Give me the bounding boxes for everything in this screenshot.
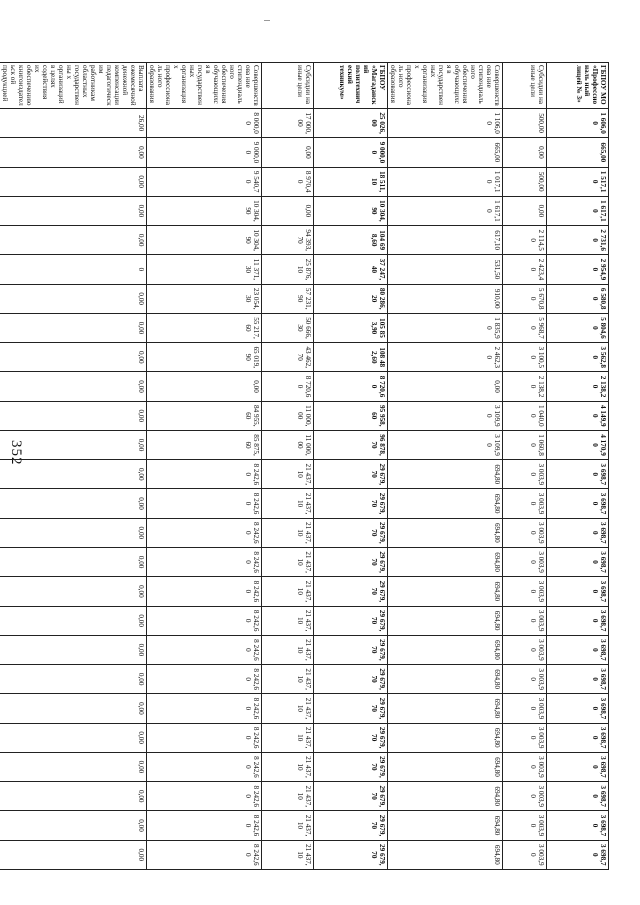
table-cell: 0: [0, 255, 147, 284]
table-cell: 21 437,10: [262, 547, 314, 576]
table-cell: 8 242,60: [147, 665, 262, 694]
table-cell: 3 003,90: [503, 694, 547, 723]
table-cell: 694,80: [388, 635, 503, 664]
table-cell: 29 679,70: [314, 518, 388, 547]
table-cell: 531,50: [388, 255, 503, 284]
table-cell: 29 679,70: [314, 547, 388, 576]
table-cell: 694,80: [388, 694, 503, 723]
table-cell: 694,80: [388, 782, 503, 811]
table-cell: 8 242,60: [147, 547, 262, 576]
table-row: [314, 63, 388, 870]
table-cell: 694,80: [388, 840, 503, 869]
table-cell: 0,00: [503, 138, 547, 167]
table-cell: 84 955,60: [147, 401, 262, 430]
table-cell: 1 106,00: [388, 108, 503, 137]
table-cell: 1 617,10: [547, 196, 609, 225]
table-cell: 3 100,50: [503, 343, 547, 372]
table-cell: 8 242,60: [147, 752, 262, 781]
table-row: [388, 63, 503, 870]
table-cell: 3 003,90: [503, 489, 547, 518]
table-cell: 29 679,70: [314, 460, 388, 489]
table-cell: 3 698,70: [547, 811, 609, 840]
table-cell: 95 958,60: [314, 401, 388, 430]
table-cell: 8 720,60: [314, 372, 388, 401]
table-cell: 1 835,90: [388, 313, 503, 342]
scan-mark: [264, 20, 270, 21]
table-cell: 29 679,70: [314, 694, 388, 723]
table-cell: 0,00: [262, 196, 314, 225]
table-cell: 2 462,30: [388, 343, 503, 372]
table-cell: 5 670,80: [503, 284, 547, 313]
table-cell: 29 679,70: [314, 665, 388, 694]
budget-table: [0, 62, 609, 870]
table-cell: 694,80: [388, 665, 503, 694]
page-number: 352: [8, 440, 24, 466]
table-cell: 25 026,00: [314, 108, 388, 137]
table-cell: 0,00: [0, 665, 147, 694]
table-cell: 1 040,00: [503, 401, 547, 430]
table-cell: 3 698,70: [547, 752, 609, 781]
table-row: [547, 63, 609, 870]
table-cell: 29 679,70: [314, 782, 388, 811]
table-cell: 11 371,30: [147, 255, 262, 284]
table-cell: 8 242,60: [147, 811, 262, 840]
table-cell: 4 149,90: [547, 401, 609, 430]
table-cell: 29 679,70: [314, 840, 388, 869]
table-cell: 9 000,00: [314, 138, 388, 167]
table-cell: 2 114,50: [503, 226, 547, 255]
table-cell: 3 698,70: [547, 577, 609, 606]
table-cell: 10 304,90: [147, 226, 262, 255]
table-cell: 4 170,90: [547, 430, 609, 459]
table-cell: 3 698,70: [547, 635, 609, 664]
table-cell: 55 217,60: [147, 313, 262, 342]
table-cell: 0,00: [0, 430, 147, 459]
table-cell: 694,80: [388, 460, 503, 489]
table-cell: 1 060,80: [503, 430, 547, 459]
table-cell: 65 019,90: [147, 343, 262, 372]
table-cell: 25 876,10: [262, 255, 314, 284]
table-cell: 3 003,90: [503, 811, 547, 840]
table-cell: 3 698,70: [547, 518, 609, 547]
table-cell: 8 000,00: [147, 108, 262, 137]
table-cell: 0,00: [0, 489, 147, 518]
table-cell: 0,00: [0, 372, 147, 401]
table-cell: 0,00: [0, 343, 147, 372]
row-label: ГБПОУ «Магаданский политехнический техникум»: [314, 63, 388, 109]
table-cell: 10 304,90: [314, 196, 388, 225]
table-cell: 8 242,60: [147, 460, 262, 489]
table-cell: 26,00: [0, 108, 147, 137]
table-cell: 85 875,60: [147, 430, 262, 459]
table-cell: 21 437,10: [262, 782, 314, 811]
table-cell: 2 138,20: [503, 372, 547, 401]
table-row: [0, 63, 147, 870]
table-cell: 8 242,60: [147, 782, 262, 811]
table-cell: 9 000,00: [147, 138, 262, 167]
table-cell: 3 003,90: [503, 518, 547, 547]
table-cell: 29 679,70: [314, 489, 388, 518]
table-cell: 50 666,30: [262, 313, 314, 342]
table-cell: 694,80: [388, 606, 503, 635]
table-row: [147, 63, 262, 870]
table-cell: 3 562,80: [547, 343, 609, 372]
table-body: [0, 63, 609, 870]
table-cell: 8 242,60: [147, 723, 262, 752]
row-label: Совершенствова ние стипендиального обеспечения обучающихся в государственных организациях профессиональ ного образования: [147, 63, 262, 109]
table-cell: 500,00: [503, 167, 547, 196]
table-cell: 21 437,10: [262, 840, 314, 869]
row-label: Субсидии на иные цели: [262, 63, 314, 109]
table-cell: 3 003,90: [503, 460, 547, 489]
table-cell: 3 003,90: [503, 606, 547, 635]
table-cell: 0,00: [388, 372, 503, 401]
table-cell: 21 437,10: [262, 723, 314, 752]
table-cell: 8 242,60: [147, 489, 262, 518]
table-cell: 0,00: [0, 401, 147, 430]
table-cell: 694,80: [388, 547, 503, 576]
table-cell: 3 698,70: [547, 547, 609, 576]
table-cell: 8 242,60: [147, 635, 262, 664]
table-cell: 5 968,70: [503, 313, 547, 342]
table-cell: 96 878,70: [314, 430, 388, 459]
table-cell: 2 423,40: [503, 255, 547, 284]
table-cell: 3 003,90: [503, 840, 547, 869]
table-cell: 8 970,40: [262, 167, 314, 196]
table-cell: 694,80: [388, 752, 503, 781]
table-cell: 694,80: [388, 518, 503, 547]
table-cell: 617,10: [388, 226, 503, 255]
table-row: [503, 63, 547, 870]
table-cell: 80 286,20: [314, 284, 388, 313]
table-cell: 21 437,10: [262, 665, 314, 694]
table-cell: 0,00: [0, 694, 147, 723]
table-cell: 2 138,20: [547, 372, 609, 401]
table-cell: 43 462,70: [262, 343, 314, 372]
table-cell: 0,00: [0, 811, 147, 840]
table-cell: 694,80: [388, 811, 503, 840]
table-cell: 694,80: [388, 489, 503, 518]
table-cell: 21 437,10: [262, 811, 314, 840]
table-cell: 1 517,10: [547, 167, 609, 196]
table-cell: 21 437,10: [262, 577, 314, 606]
table-cell: 8 242,60: [147, 577, 262, 606]
table-cell: 3 003,90: [503, 752, 547, 781]
table-cell: 3 698,70: [547, 606, 609, 635]
table-cell: 108 482,60: [314, 343, 388, 372]
table-cell: 1 017,10: [388, 167, 503, 196]
table-cell: 3 003,90: [503, 635, 547, 664]
table-cell: 9 540,70: [147, 167, 262, 196]
table-cell: 21 437,10: [262, 606, 314, 635]
table-cell: 0,00: [0, 547, 147, 576]
table-cell: 2 731,60: [547, 226, 609, 255]
table-cell: 23 054,30: [147, 284, 262, 313]
table-cell: 0,00: [0, 138, 147, 167]
table-cell: 6 580,80: [547, 284, 609, 313]
table-cell: 21 437,10: [262, 752, 314, 781]
table-cell: 0,00: [0, 782, 147, 811]
table-cell: 3 003,90: [503, 782, 547, 811]
table-cell: 29 679,70: [314, 752, 388, 781]
table-cell: 29 679,70: [314, 635, 388, 664]
table-cell: 3 698,70: [547, 840, 609, 869]
table-cell: 8 720,60: [262, 372, 314, 401]
table-cell: 2 954,90: [547, 255, 609, 284]
table-cell: 5 804,60: [547, 313, 609, 342]
table-cell: 0,00: [0, 723, 147, 752]
table-cell: 0,00: [262, 138, 314, 167]
table-cell: 3 109,90: [388, 430, 503, 459]
table-cell: 0,00: [0, 518, 147, 547]
table-cell: 21 437,10: [262, 460, 314, 489]
table-cell: 105 853,90: [314, 313, 388, 342]
table-cell: 3 698,70: [547, 665, 609, 694]
table-cell: 3 109,90: [388, 401, 503, 430]
table-cell: 0,00: [0, 606, 147, 635]
table-cell: 0,00: [0, 635, 147, 664]
table-cell: 11 000,00: [262, 430, 314, 459]
table-cell: 57 231,90: [262, 284, 314, 313]
table-cell: 3 003,90: [503, 723, 547, 752]
table-cell: 29 679,70: [314, 811, 388, 840]
table-cell: 0,00: [0, 313, 147, 342]
table-cell: 0,00: [0, 284, 147, 313]
table-cell: 94 393,70: [262, 226, 314, 255]
table-cell: 665,00: [547, 138, 609, 167]
table-cell: 694,80: [388, 577, 503, 606]
table-cell: 0,00: [0, 577, 147, 606]
table-cell: 8 242,60: [147, 840, 262, 869]
table-cell: 0,00: [0, 226, 147, 255]
table-cell: 29 679,70: [314, 723, 388, 752]
row-label: Субсидии на иные цели: [503, 63, 547, 109]
table-cell: 3 698,70: [547, 782, 609, 811]
table-cell: 910,00: [388, 284, 503, 313]
table-cell: 500,00: [503, 108, 547, 137]
table-cell: 8 242,60: [147, 606, 262, 635]
table-cell: 3 003,90: [503, 665, 547, 694]
table-cell: 3 698,70: [547, 723, 609, 752]
table-cell: 17 000,00: [262, 108, 314, 137]
table-cell: 21 437,10: [262, 518, 314, 547]
table-cell: 1 617,10: [388, 196, 503, 225]
table-cell: 0,00: [503, 196, 547, 225]
table-cell: 1 606,00: [547, 108, 609, 137]
row-label: Совершенствова ние стипендиального обеспечения обучающихся в государственных организациях профессиональ ного образования: [388, 63, 503, 109]
table-cell: 8 242,60: [147, 518, 262, 547]
table-cell: 11 000,00: [262, 401, 314, 430]
row-label: Выплата ежемесячной денежной компенсации педагогическим работникам областных государственны х организаций в целях содействия их обеспечению книгоиздательск ой продукцией: [0, 63, 147, 109]
table-cell: 37 247,40: [314, 255, 388, 284]
table-cell: 21 437,10: [262, 694, 314, 723]
table-cell: 0,00: [0, 752, 147, 781]
table-row: [262, 63, 314, 870]
table-cell: 0,00: [147, 372, 262, 401]
row-label: ГБПОУ МО «Профессиональ ный лицей № 3»: [547, 63, 609, 109]
table-cell: 3 698,70: [547, 460, 609, 489]
table-cell: 3 698,70: [547, 694, 609, 723]
table-cell: 0,00: [0, 196, 147, 225]
table-cell: 0,00: [0, 460, 147, 489]
table-cell: 21 437,10: [262, 489, 314, 518]
table-cell: 3 003,90: [503, 547, 547, 576]
table-cell: 18 511,10: [314, 167, 388, 196]
table-cell: 10 304,90: [147, 196, 262, 225]
table-cell: 21 437,10: [262, 635, 314, 664]
table-cell: 0,00: [0, 840, 147, 869]
table-cell: 665,00: [388, 138, 503, 167]
table-cell: 29 679,70: [314, 606, 388, 635]
table-cell: 3 003,90: [503, 577, 547, 606]
table-cell: 8 242,60: [147, 694, 262, 723]
table-cell: 694,80: [388, 723, 503, 752]
table-cell: 104 698,60: [314, 226, 388, 255]
table-cell: 0,00: [0, 167, 147, 196]
table-cell: 29 679,70: [314, 577, 388, 606]
table-cell: 3 698,70: [547, 489, 609, 518]
